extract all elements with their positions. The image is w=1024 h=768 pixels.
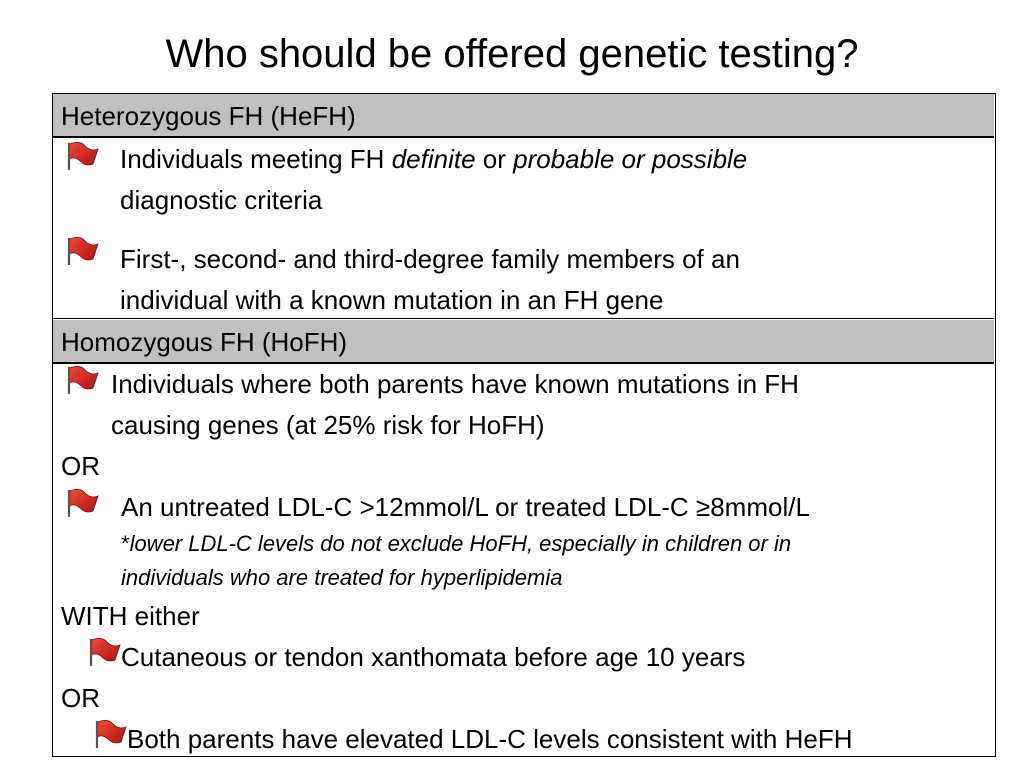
hofh-ldl-footnote (121, 527, 791, 595)
hofh-criteria-item-2: An untreated LDL-C >12mmol/L or treated LDL-C ≥8mmol/L (121, 492, 810, 522)
section-divider (53, 318, 994, 319)
hofh-item1-line1: Individuals where both parents have known mutations in FH (111, 369, 799, 399)
hefh-item1-definite: definite (391, 144, 476, 174)
footnote-asterisk: * (121, 531, 130, 556)
footnote-line1: lower LDL-C levels do not exclude HoFH, especially in children or in (129, 531, 792, 556)
red-flag-icon (93, 718, 127, 748)
hefh-criteria-item-2 (120, 239, 740, 321)
testing-criteria-table (52, 93, 996, 757)
or-connector: OR (61, 451, 100, 481)
hefh-item2-line1: First-, second- and third-degree family members of an (120, 244, 740, 274)
hefh-criteria-item-1 (120, 139, 747, 221)
hofh-item1-line2: causing genes (at 25% risk for HoFH) (111, 410, 545, 440)
red-flag-icon (87, 636, 121, 666)
hefh-item1-or: or (475, 144, 514, 174)
red-flag-icon (65, 364, 99, 394)
red-flag-icon (65, 235, 99, 265)
with-either-connector: WITH either (61, 601, 200, 631)
hofh-criteria-item-3: Cutaneous or tendon xanthomata before age 10 years (121, 642, 746, 672)
red-flag-icon (65, 487, 99, 517)
red-flag-icon (65, 140, 99, 170)
hefh-item1-text: Individuals meeting FH (120, 144, 392, 174)
hefh-item2-line2: individual with a known mutation in an FH gene (120, 285, 664, 315)
or-connector: OR (61, 683, 100, 713)
hofh-criteria-item-4: Both parents have elevated LDL-C levels consistent with HeFH (127, 724, 853, 754)
hefh-item1-probable: probable or possible (513, 144, 748, 174)
hofh-criteria-item-1 (111, 364, 799, 446)
hefh-header: Heterozygous FH (HeFH) (53, 94, 994, 138)
hefh-item1-line2: diagnostic criteria (120, 185, 323, 215)
slide-title: Who should be offered genetic testing? (165, 32, 859, 76)
hofh-header: Homozygous FH (HoFH) (53, 320, 994, 364)
footnote-line2: individuals who are treated for hyperlipidemia (121, 565, 563, 590)
